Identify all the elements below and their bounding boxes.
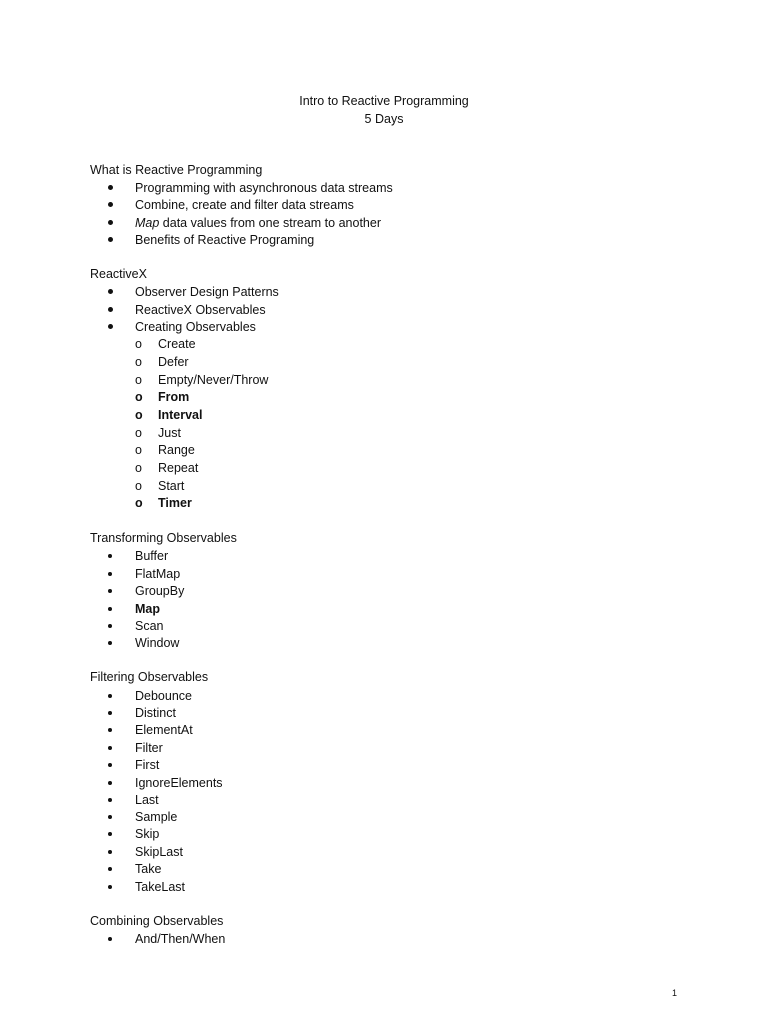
bullet-icon <box>90 775 130 792</box>
bullet-icon <box>90 548 130 565</box>
bullet-icon <box>90 583 130 600</box>
circle-bullet-icon: o <box>135 337 142 351</box>
circle-bullet-icon: o <box>135 373 142 387</box>
bullet-icon <box>90 319 130 336</box>
document-duration: 5 Days <box>364 112 404 126</box>
document-title: Intro to Reactive Programming <box>299 94 469 108</box>
circle-bullet-icon: o <box>135 408 143 422</box>
bullet-icon <box>90 809 130 826</box>
bullet-icon <box>90 284 130 301</box>
bullet-icon <box>90 635 130 652</box>
circle-bullet-icon: o <box>135 426 142 440</box>
circle-bullet-icon: o <box>135 496 143 510</box>
bullet-icon <box>90 302 130 319</box>
bullet-icon <box>90 757 130 774</box>
circle-bullet-icon: o <box>135 443 142 457</box>
bullet-icon <box>90 197 130 214</box>
map-italic-term: Map <box>135 216 160 230</box>
bullet-icon <box>90 722 130 739</box>
section-heading-reactivex: ReactiveX <box>90 267 147 281</box>
circle-bullet-icon: o <box>135 355 142 369</box>
bullet-icon <box>90 601 130 618</box>
bullet-icon <box>90 566 130 583</box>
circle-bullet-icon: o <box>135 479 142 493</box>
bullet-icon <box>90 844 130 861</box>
bullet-icon <box>90 861 130 878</box>
bullet-icon <box>90 618 130 635</box>
bullet-icon <box>90 792 130 809</box>
circle-bullet-icon: o <box>135 390 143 404</box>
circle-bullet-icon: o <box>135 461 142 475</box>
bullet-icon <box>90 879 130 896</box>
bullet-icon <box>90 931 130 948</box>
section-heading-transforming: Transforming Observables <box>90 531 237 545</box>
page-number: 1 <box>672 988 678 998</box>
bullet-icon <box>90 180 130 197</box>
section-heading-combining: Combining Observables <box>90 914 224 928</box>
bullet-icon <box>90 705 130 722</box>
section-heading-what-is-reactive: What is Reactive Programming <box>90 163 263 177</box>
section-heading-filtering: Filtering Observables <box>90 670 209 684</box>
bullet-icon <box>90 232 130 249</box>
bullet-icon <box>90 688 130 705</box>
bullet-icon <box>90 826 130 843</box>
bullet-icon <box>90 740 130 757</box>
bullet-icon <box>90 215 130 232</box>
document-page: Intro to Reactive Programming 5 Days What is Reactive Programming Programming with asynchronous data streams Combine, create and filter data streams Map data values from one stream to another Benefits of Reactive Programing ReactiveX Observer Design Patterns ReactiveX Observables Creating Observables o Create o Defer o Empty/Never/Throw o From o Interval o Just o Range o Repeat o Start o Timer Transforming Observables Buffer FlatMap GroupBy Map Scan Window Filtering Observables Debounce Distinct ElementAt Filter First IgnoreElements Last Sample Skip SkipLast Take TakeLast Combining Observables And/Then/When 1 <box>0 0 768 1024</box>
